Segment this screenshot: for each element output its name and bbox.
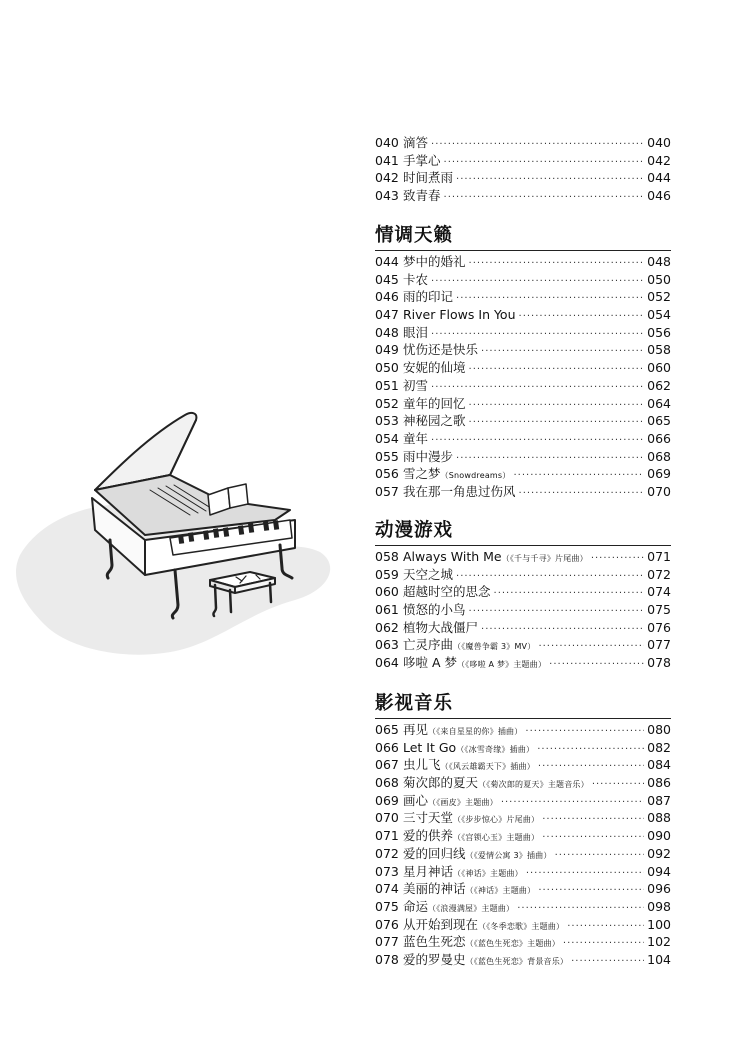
- entry-title: 菊次郎的夏天: [403, 775, 479, 791]
- entry-page: 084: [647, 757, 671, 773]
- toc-entry[interactable]: [375, 774, 671, 792]
- entry-title: 初雪: [403, 377, 429, 393]
- entry-page: 100: [647, 916, 671, 932]
- entry-number: 062: [375, 619, 399, 635]
- entry-title: 星月神话: [403, 863, 454, 879]
- entry-title: 雨的印记: [403, 289, 454, 305]
- leader-dots: [456, 450, 644, 468]
- leader-dots: [538, 638, 644, 656]
- entry-page: 071: [647, 549, 671, 564]
- entry-number: 061: [375, 602, 399, 618]
- entry-page: 075: [647, 602, 671, 618]
- toc-entry[interactable]: [375, 187, 671, 205]
- section-entries: [375, 253, 671, 501]
- entry-number: 054: [375, 430, 399, 446]
- entry-title: 梦中的婚礼: [403, 254, 466, 269]
- entry-title: 命运: [403, 898, 429, 914]
- leader-dots: [501, 794, 644, 812]
- toc-entry[interactable]: [375, 430, 671, 448]
- toc-section: [375, 517, 671, 672]
- entry-note: （《冰雪奇缘》插曲）: [456, 744, 535, 754]
- leader-dots: [431, 432, 644, 450]
- entry-title: 植物大战僵尸: [403, 619, 479, 635]
- entry-note: （《步步惊心》片尾曲）: [453, 815, 540, 825]
- toc-entry[interactable]: [375, 809, 671, 827]
- entry-page: 092: [647, 845, 671, 861]
- toc-entry[interactable]: [375, 933, 671, 951]
- entry-page: 040: [647, 135, 671, 150]
- toc-entry[interactable]: [375, 654, 671, 672]
- entry-number: 075: [375, 898, 399, 914]
- entry-page: 058: [647, 342, 671, 358]
- section-title: 影视音乐: [375, 690, 671, 719]
- entry-title: Let It Go: [403, 739, 457, 755]
- entry-title: River Flows In You: [403, 307, 516, 323]
- entry-page: 102: [647, 934, 671, 950]
- leader-dots: [481, 621, 644, 639]
- toc-entry[interactable]: [375, 916, 671, 934]
- entry-title: 时间煮雨: [403, 170, 454, 186]
- leader-dots: [469, 255, 644, 273]
- leader-dots: [456, 171, 644, 189]
- entry-number: 050: [375, 360, 399, 376]
- entry-number: 048: [375, 324, 399, 340]
- entry-title: 安妮的仙境: [403, 360, 466, 376]
- entry-page: 048: [647, 254, 671, 269]
- entry-page: 052: [647, 289, 671, 305]
- entry-note: （《蓝色生死恋》背景音乐）: [465, 956, 569, 966]
- entry-number: 070: [375, 810, 399, 826]
- toc-entry[interactable]: [375, 792, 671, 810]
- entry-page: 068: [647, 448, 671, 464]
- toc-entry[interactable]: [375, 324, 671, 342]
- leader-dots: [549, 656, 644, 674]
- entry-title: 眼泪: [403, 324, 429, 340]
- entry-page: 065: [647, 413, 671, 429]
- entry-number: 042: [375, 170, 399, 186]
- toc-entry[interactable]: [375, 377, 671, 395]
- entry-title: 愤怒的小鸟: [403, 602, 466, 618]
- entry-note: （《神话》主题曲）: [465, 886, 536, 896]
- toc-entry[interactable]: [375, 845, 671, 863]
- leader-dots: [469, 603, 644, 621]
- entry-page: 074: [647, 584, 671, 600]
- toc-entry[interactable]: [375, 341, 671, 359]
- entry-title: 虫儿飞: [403, 757, 441, 773]
- section-title: 动漫游戏: [375, 517, 671, 546]
- entry-page: 044: [647, 170, 671, 186]
- entry-title: 爱的罗曼史: [403, 951, 466, 967]
- entry-page: 090: [647, 828, 671, 844]
- entry-page: 046: [647, 188, 671, 204]
- entry-number: 046: [375, 289, 399, 305]
- entry-title: 爱的供养: [403, 828, 454, 844]
- entry-number: 068: [375, 775, 399, 791]
- entry-note: （《画皮》主题曲）: [428, 797, 498, 807]
- leader-dots: [537, 741, 644, 759]
- entry-number: 055: [375, 448, 399, 464]
- toc-entry[interactable]: [375, 483, 671, 501]
- entry-note: （《神话》主题曲）: [453, 868, 523, 878]
- entry-page: 056: [647, 324, 671, 340]
- toc-entry[interactable]: [375, 827, 671, 845]
- entry-number: 066: [375, 739, 399, 755]
- entry-page: 054: [647, 307, 671, 323]
- entry-page: 104: [647, 951, 671, 967]
- toc-intro-list: [375, 134, 671, 205]
- entry-title: 天空之城: [403, 566, 454, 582]
- entry-page: 086: [647, 775, 671, 791]
- toc-entry[interactable]: [375, 395, 671, 413]
- entry-page: 076: [647, 619, 671, 635]
- leader-dots: [538, 882, 644, 900]
- entry-number: 044: [375, 254, 399, 269]
- entry-page: 096: [647, 881, 671, 897]
- entry-number: 074: [375, 881, 399, 897]
- entry-title: 卡农: [403, 271, 429, 287]
- entry-page: 064: [647, 395, 671, 411]
- entry-title: 神秘园之歌: [403, 413, 466, 429]
- leader-dots: [494, 585, 644, 603]
- toc-entry[interactable]: [375, 412, 671, 430]
- leader-dots: [513, 467, 644, 485]
- entry-note: （《风云雄霸天下》插曲）: [440, 762, 535, 772]
- toc-entry[interactable]: [375, 756, 671, 774]
- leader-dots: [526, 865, 644, 883]
- entry-number: 059: [375, 566, 399, 582]
- entry-title: 滴答: [403, 135, 429, 150]
- leader-dots: [563, 935, 644, 953]
- leader-dots: [567, 918, 644, 936]
- toc-entry[interactable]: [375, 566, 671, 584]
- entry-number: 047: [375, 307, 399, 323]
- toc-entry[interactable]: [375, 898, 671, 916]
- entry-note: （Snowdreams）: [440, 471, 511, 481]
- entry-title: 从开始到现在: [403, 916, 479, 932]
- entry-number: 064: [375, 655, 399, 671]
- entry-note: （《哆啦 A 梦》主题曲）: [457, 660, 547, 670]
- entry-page: 070: [647, 483, 671, 499]
- leader-dots: [592, 776, 644, 794]
- entry-number: 057: [375, 483, 399, 499]
- entry-title: 超越时空的思念: [403, 584, 491, 600]
- toc-entry[interactable]: [375, 152, 671, 170]
- leader-dots: [469, 361, 644, 379]
- entry-page: 060: [647, 360, 671, 376]
- entry-number: 072: [375, 845, 399, 861]
- entry-title: 画心: [403, 792, 429, 808]
- leader-dots: [519, 485, 644, 503]
- toc-entry[interactable]: [375, 271, 671, 289]
- toc-entry[interactable]: [375, 601, 671, 619]
- toc-section: [375, 222, 671, 501]
- entry-title: 致青春: [403, 188, 441, 204]
- entry-title: 我在那一角患过伤风: [403, 483, 516, 499]
- leader-dots: [517, 900, 644, 918]
- piano-illustration: [70, 380, 320, 620]
- toc-entry[interactable]: [375, 465, 671, 483]
- entry-number: 078: [375, 951, 399, 967]
- entry-number: 049: [375, 342, 399, 358]
- leader-dots: [469, 397, 644, 415]
- entry-number: 076: [375, 916, 399, 932]
- toc-entry[interactable]: [375, 721, 671, 739]
- entry-note: （《来自星星的你》插曲）: [428, 727, 523, 736]
- entry-title: 哆啦 A 梦: [403, 655, 457, 671]
- entry-number: 040: [375, 135, 399, 150]
- entry-title: 蓝色生死恋: [403, 934, 466, 950]
- entry-number: 065: [375, 722, 399, 737]
- entry-number: 051: [375, 377, 399, 393]
- entry-note: （《蓝色生死恋》主题曲）: [465, 939, 560, 949]
- leader-dots: [469, 414, 644, 432]
- entry-number: 067: [375, 757, 399, 773]
- entry-number: 053: [375, 413, 399, 429]
- toc-section: [375, 690, 671, 969]
- entry-number: 058: [375, 549, 399, 564]
- entry-page: 098: [647, 898, 671, 914]
- leader-dots: [538, 758, 644, 776]
- leader-dots: [431, 136, 644, 154]
- entry-page: 088: [647, 810, 671, 826]
- entry-number: 056: [375, 466, 399, 482]
- entry-number: 041: [375, 152, 399, 168]
- entry-page: 094: [647, 863, 671, 879]
- leader-dots: [431, 273, 644, 291]
- entry-title: 雪之梦: [403, 466, 441, 482]
- leader-dots: [542, 829, 644, 847]
- entry-note: （《千与千寻》片尾曲）: [501, 554, 588, 563]
- entry-page: 042: [647, 152, 671, 168]
- toc-entry[interactable]: [375, 359, 671, 377]
- entry-page: 080: [647, 722, 671, 737]
- entry-note: （《爱情公寓 3》插曲）: [465, 850, 552, 860]
- entry-title: 再见: [403, 722, 429, 737]
- entry-page: 082: [647, 739, 671, 755]
- entry-number: 045: [375, 271, 399, 287]
- entry-page: 050: [647, 271, 671, 287]
- toc-entry[interactable]: [375, 448, 671, 466]
- leader-dots: [444, 189, 644, 207]
- entry-number: 073: [375, 863, 399, 879]
- toc-entry[interactable]: [375, 583, 671, 601]
- leader-dots: [542, 811, 644, 829]
- entry-note: （《宫锁心玉》主题曲）: [453, 833, 540, 843]
- toc-entry[interactable]: [375, 288, 671, 306]
- entry-note: （《菊次郎的夏天》主题音乐）: [478, 780, 589, 790]
- entry-title: 三寸天堂: [403, 810, 454, 826]
- entry-page: 087: [647, 792, 671, 808]
- entry-number: 063: [375, 637, 399, 653]
- section-title: 情调天籁: [375, 222, 671, 251]
- section-entries: [375, 721, 671, 969]
- toc-entry[interactable]: [375, 863, 671, 881]
- toc-entry[interactable]: [375, 951, 671, 969]
- entry-note: （《浪漫满屋》主题曲）: [428, 903, 515, 913]
- section-entries: [375, 548, 671, 672]
- entry-title: 手掌心: [403, 152, 441, 168]
- entry-title: 爱的回归线: [403, 845, 466, 861]
- entry-number: 077: [375, 934, 399, 950]
- entry-number: 052: [375, 395, 399, 411]
- leader-dots: [591, 550, 644, 568]
- toc-entry[interactable]: [375, 134, 671, 152]
- entry-number: 069: [375, 792, 399, 808]
- toc-entry[interactable]: [375, 169, 671, 187]
- entry-note: （《冬季恋歌》主题曲）: [478, 921, 565, 931]
- toc-entry[interactable]: [375, 306, 671, 324]
- toc-entry[interactable]: [375, 619, 671, 637]
- entry-title: 美丽的神话: [403, 881, 466, 897]
- entry-number: 071: [375, 828, 399, 844]
- entry-title: Always With Me: [403, 549, 502, 564]
- leader-dots: [481, 343, 644, 361]
- entry-page: 062: [647, 377, 671, 393]
- leader-dots: [519, 308, 644, 326]
- entry-title: 童年: [403, 430, 429, 446]
- entry-page: 072: [647, 566, 671, 582]
- toc-entry[interactable]: [375, 636, 671, 654]
- entry-page: 077: [647, 637, 671, 653]
- entry-title: 亡灵序曲: [403, 637, 454, 653]
- entry-number: 043: [375, 188, 399, 204]
- toc-entry[interactable]: [375, 548, 671, 566]
- toc-entry[interactable]: [375, 253, 671, 271]
- entry-note: （《魔兽争霸 3》MV）: [453, 642, 536, 652]
- entry-page: 078: [647, 655, 671, 671]
- entry-title: 童年的回忆: [403, 395, 466, 411]
- entry-title: 忧伤还是快乐: [403, 342, 479, 358]
- toc-entry[interactable]: [375, 739, 671, 757]
- entry-title: 雨中漫步: [403, 448, 454, 464]
- leader-dots: [571, 953, 644, 971]
- entry-page: 066: [647, 430, 671, 446]
- leader-dots: [525, 723, 644, 741]
- entry-page: 069: [647, 466, 671, 482]
- toc-entry[interactable]: [375, 880, 671, 898]
- entry-number: 060: [375, 584, 399, 600]
- leader-dots: [444, 154, 644, 172]
- leader-dots: [555, 847, 644, 865]
